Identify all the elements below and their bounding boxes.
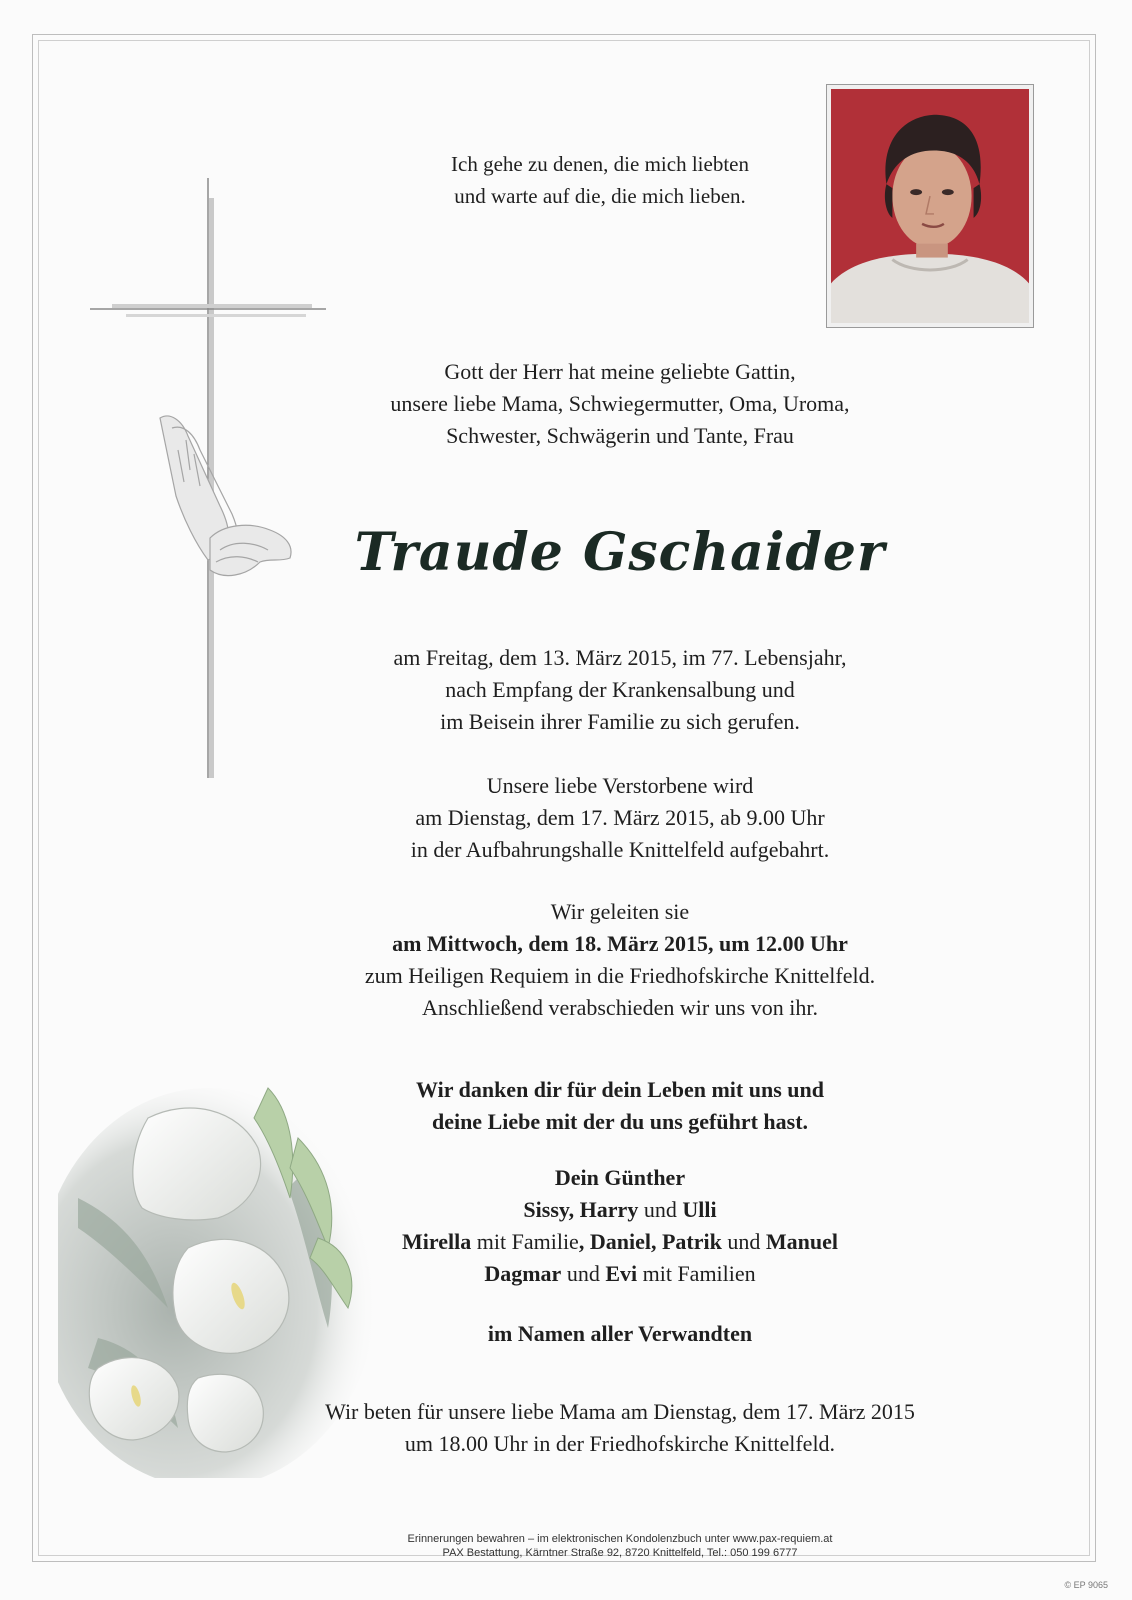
footer-line: PAX Bestattung, Kärntner Straße 92, 8720 Knittelfeld, Tel.: 050 199 6777	[442, 1547, 798, 1559]
mourner-names: Ulli	[682, 1197, 717, 1222]
mourner-names: Sissy, Harry	[523, 1197, 639, 1222]
prayer-notice	[230, 1396, 1010, 1460]
mourner-names: Mirella	[402, 1229, 472, 1254]
footer	[260, 1532, 980, 1560]
mourner-names: , Daniel, Patrik	[578, 1229, 722, 1254]
announcement-line: Gott der Herr hat meine geliebte Gattin,	[444, 359, 796, 384]
mourner-row	[260, 1258, 980, 1290]
death-notice	[260, 642, 980, 738]
funeral-date: am Mittwoch, dem 18. März 2015, um 12.00 Uhr	[392, 931, 848, 956]
funeral-line: zum Heiligen Requiem in die Friedhofskirche Knittelfeld.	[364, 963, 876, 988]
viewing-notice	[260, 770, 980, 866]
mourners	[260, 1162, 980, 1290]
relatives-line: im Namen aller Verwandten	[487, 1321, 753, 1346]
funeral-notice	[260, 896, 980, 1024]
prayer-line: um 18.00 Uhr in der Friedhofskirche Knittelfeld.	[404, 1431, 836, 1456]
death-line: nach Empfang der Krankensalbung und	[445, 677, 795, 702]
funeral-line: Anschließend verabschieden wir uns von ihr.	[422, 995, 818, 1020]
mourner-connector: mit Familie	[471, 1229, 579, 1254]
funeral-line: Wir geleiten sie	[550, 899, 690, 924]
viewing-line: in der Aufbahrungshalle Knittelfeld aufgebahrt.	[410, 837, 830, 862]
announcement-line: unsere liebe Mama, Schwiegermutter, Oma, Uroma,	[390, 391, 850, 416]
mourner-row: Dein Günther	[554, 1165, 686, 1190]
mourner-connector: und	[561, 1261, 606, 1286]
thanks	[260, 1074, 980, 1138]
death-line: im Beisein ihrer Familie zu sich gerufen.	[440, 709, 800, 734]
prayer-line: Wir beten für unsere liebe Mama am Dienstag, dem 17. März 2015	[325, 1399, 915, 1424]
footer-line: Erinnerungen bewahren – im elektronischen Kondolenzbuch unter www.pax-requiem.at	[407, 1533, 833, 1545]
thanks-line: deine Liebe mit der du uns geführt hast.	[431, 1109, 809, 1134]
viewing-line: am Dienstag, dem 17. März 2015, ab 9.00 Uhr	[415, 805, 825, 830]
mourner-row	[260, 1226, 980, 1258]
mourner-connector: mit Familien	[637, 1261, 756, 1286]
announcement	[260, 356, 980, 452]
mourner-names: Manuel	[765, 1229, 838, 1254]
announcement-line: Schwester, Schwägerin und Tante, Frau	[446, 423, 794, 448]
mourner-row	[260, 1194, 980, 1226]
viewing-line: Unsere liebe Verstorbene wird	[486, 773, 754, 798]
death-line: am Freitag, dem 13. März 2015, im 77. Lebensjahr,	[393, 645, 847, 670]
verse	[280, 148, 920, 212]
print-code: © EP 9065	[1064, 1580, 1108, 1590]
verse-line: und warte auf die, die mich lieben.	[454, 184, 746, 208]
mourner-connector: und	[638, 1197, 683, 1222]
verse-line: Ich gehe zu denen, die mich liebten	[451, 152, 749, 176]
mourner-names: Dagmar	[484, 1261, 562, 1286]
mourner-connector: und	[721, 1229, 766, 1254]
deceased-name: Traude Gschaider	[354, 522, 886, 583]
mourner-names: Evi	[605, 1261, 638, 1286]
thanks-line: Wir danken dir für dein Leben mit uns und	[416, 1077, 824, 1102]
